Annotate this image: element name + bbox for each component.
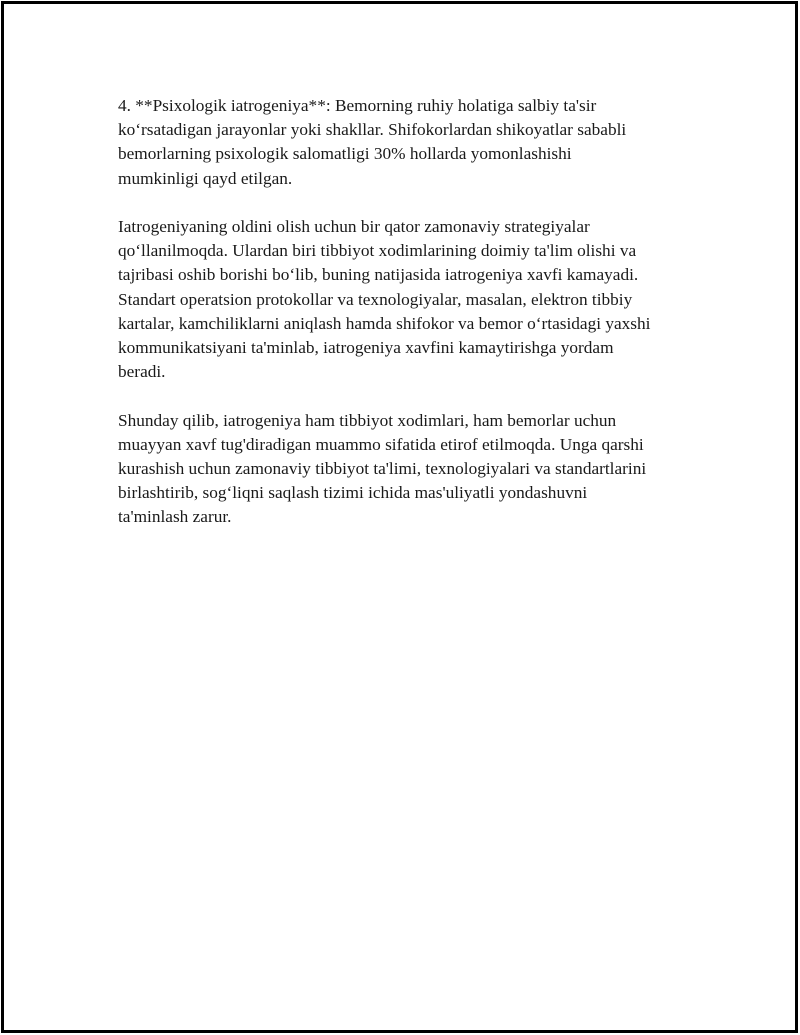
text-line: bemorlarning psixologik salomatligi 30% hollarda yomonlashishi — [118, 144, 572, 164]
text-line: mumkinligi qayd etilgan. — [118, 168, 293, 188]
text-line: tajribasi oshib borishi bo‘lib, buning natijasida iatrogeniya xavfi kamayadi. — [118, 265, 639, 285]
text-line: kommunikatsiyani ta'minlab, iatrogeniya xavfini kamaytirishga yordam — [118, 337, 614, 357]
paragraph-psychological-iatrogeny — [118, 94, 708, 191]
text-line: beradi. — [118, 362, 166, 382]
text-line: kartalar, kamchiliklarni aniqlash hamda shifokor va bemor o‘rtasidagi yaxshi — [118, 313, 651, 333]
text-line: ko‘rsatadigan jarayonlar yoki shakllar. Shifokorlardan shikoyatlar sababli — [118, 120, 627, 140]
text-line: qo‘llanilmoqda. Ulardan biri tibbiyot xodimlarining doimiy ta'lim olishi va — [118, 241, 637, 261]
text-line: kurashish uchun zamonaviy tibbiyot ta'limi, texnologiyalari va standartlarini — [118, 459, 647, 479]
text-line: 4. **Psixologik iatrogeniya**: Bemorning ruhiy holatiga salbiy ta'sir — [118, 96, 597, 115]
text-line: muayyan xavf tug'diradigan muammo sifatida etirof etilmoqda. Unga qarshi — [118, 434, 644, 454]
text-line: Iatrogeniyaning oldini olish uchun bir qator zamonaviy strategiyalar — [118, 217, 590, 237]
text-line: Standart operatsion protokollar va texnologiyalar, masalan, elektron tibbiy — [118, 289, 633, 309]
text-line: Shunday qilib, iatrogeniya ham tibbiyot xodimlari, ham bemorlar uchun — [118, 410, 617, 430]
document-body — [118, 94, 708, 554]
text-line: ta'minlash zarur. — [118, 507, 232, 527]
text-line: birlashtirib, sog‘liqni saqlash tizimi ichida mas'uliyatli yondashuvni — [118, 483, 588, 503]
paragraph-conclusion — [118, 409, 708, 530]
paragraph-prevention-strategies — [118, 215, 708, 384]
